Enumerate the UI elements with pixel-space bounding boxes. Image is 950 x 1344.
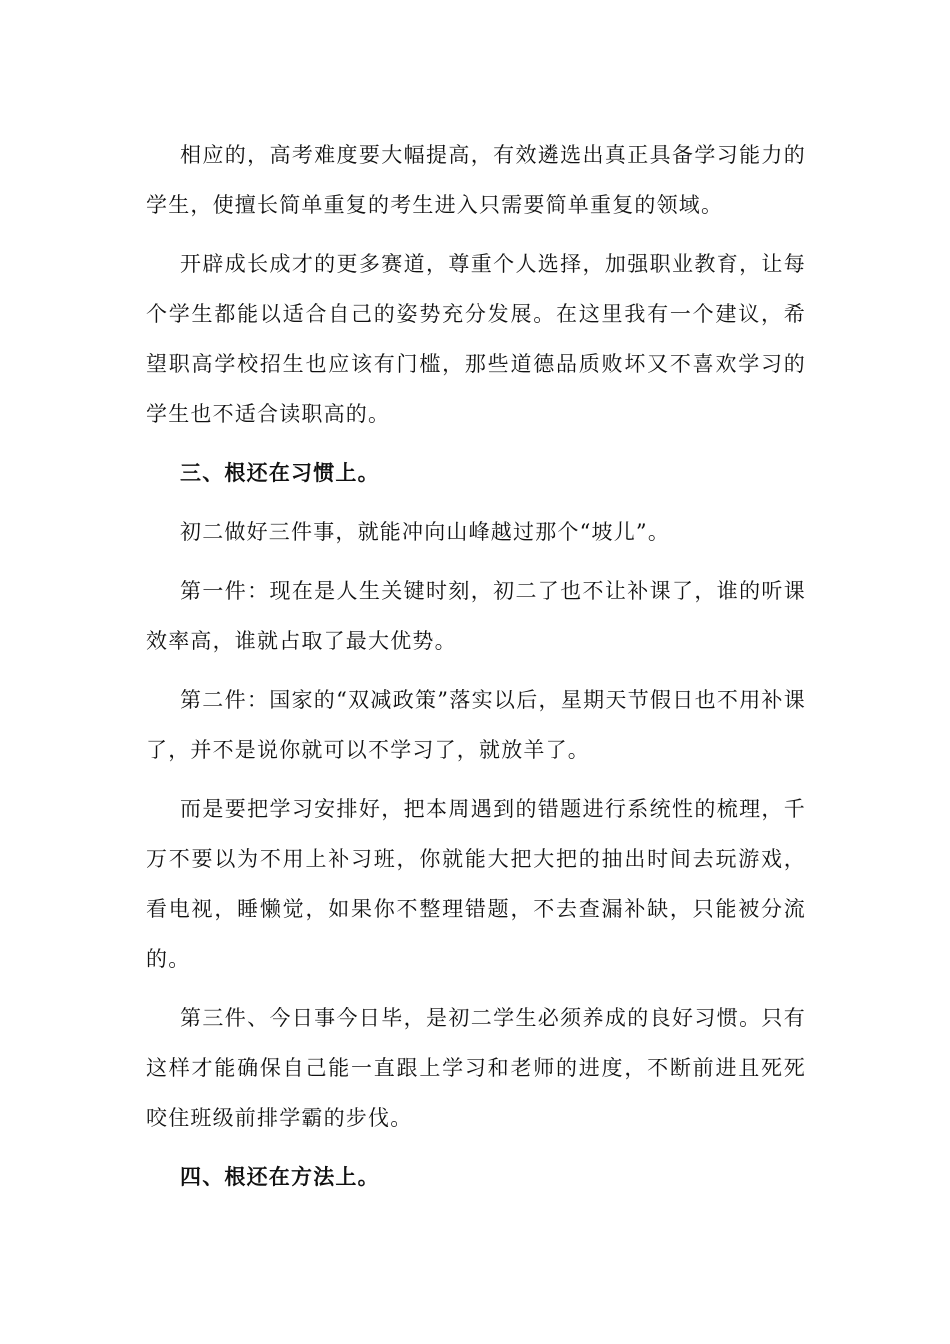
- document-body: [146, 130, 806, 1202]
- paragraph: 第一件：现在是人生关键时刻，初二了也不让补课了，谁的听课效率高，谁就占取了最大优势。: [146, 579, 806, 653]
- paragraph: 开辟成长成才的更多赛道，尊重个人选择，加强职业教育，让每个学生都能以适合自己的姿势充分发展。在这里我有一个建议，希望职高学校招生也应该有门槛，那些道德品质败坏又不喜欢学习的学生也不适合读职高的。: [146, 252, 806, 426]
- section-heading: 三、根还在习惯上。: [180, 461, 380, 485]
- paragraph: 第三件、今日事今日毕，是初二学生必须养成的良好习惯。只有这样才能确保自己能一直跟上学习和老师的进度，不断前进且死死咬住班级前排学霸的步伐。: [146, 1006, 806, 1130]
- paragraph: 初二做好三件事，就能冲向山峰越过那个“坡儿”。: [180, 520, 671, 544]
- paragraph: 相应的，高考难度要大幅提高，有效遴选出真正具备学习能力的学生，使擅长简单重复的考生进入只需要简单重复的领域。: [146, 143, 806, 217]
- paragraph: 而是要把学习安排好，把本周遇到的错题进行系统性的梳理，千万不要以为不用上补习班，你就能大把大把的抽出时间去玩游戏，看电视，睡懒觉，如果你不整理错题，不去查漏补缺，只能被分流的。: [146, 797, 806, 971]
- paragraph: 第二件：国家的“双减政策”落实以后，星期天节假日也不用补课了，并不是说你就可以不学习了，就放羊了。: [146, 688, 806, 762]
- section-heading: 四、根还在方法上。: [180, 1165, 380, 1189]
